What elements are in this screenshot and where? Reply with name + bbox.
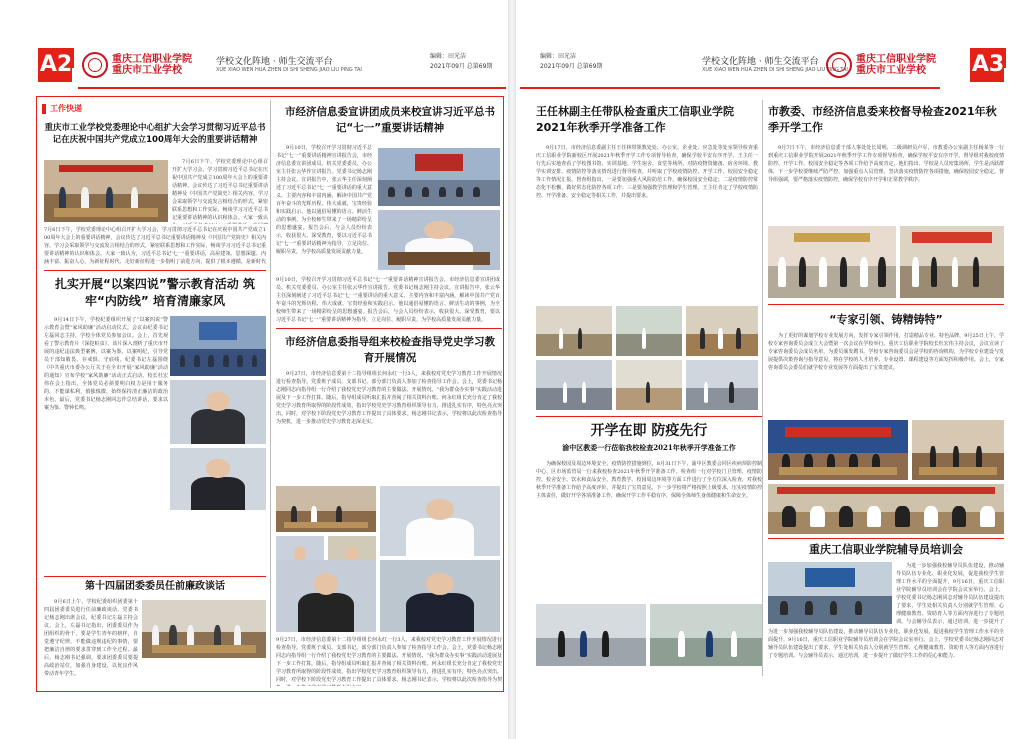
article-a5-body-cont: 9月27日，市经济信息委第十二指导组组长何永红一行3人，来我校对党史学习教育工作开展情况进行检查指导。党委班子成员、支部书记、部分部门负责人参加了检查指导工作会。会上，党委书记杨志刚同志向指导组一行介绍了我校党史学习教育的主要做法、开展情况、“我为群众办实事”实践活动进展及下一步工作打算。随后，指导组成员听取汇报并查阅了相关资料台账。何永红组长充分肯定了我校党史学习教育所取得的阶段性成效，指出学校党史学习教育组织领导有力，推进扎实有序，特色亮点突出。同时，对学校下阶段党史学习教育工作提出了具体要求。杨志刚书记表示，学校将以此次检查指导为契 [276,637,502,683]
photo-lecture-hall [378,148,500,206]
article-b3-title: “专家引领、铸精铸特” [829,313,943,326]
photo-campus-6 [686,360,758,410]
column-divider [762,100,763,430]
article-a1-body: 7月6日下午，学校党委理论中心组召开扩大学习会，学习贯彻习近平总书记在庆祝中国共产党成立100周年大会上的重要讲话精神。会议传达了习近平总书记重要讲话精神及《中国共产党简史》相关内容。学习会采取领学与交流发言相结合的形式，紧密联系思想和工作实际，畅谈学习习近平总书记重要讲话精神的认识和体会。大家一致认为，习近平总书记'七一'重要讲话，高屋建瓴、思想深邃、内涵丰富、振奋人心，为新征程时代、走好新征程进一步指明了前进方向，提供了根本遵循。是新时代 [44,227,266,265]
photo-league-talk [142,600,266,658]
photo-award-strip [768,484,1004,534]
photo-supervision-visit [900,226,1004,298]
page-header-right [516,40,1024,90]
article-a5-title: 市经济信息委指导组来校检查指导党史学习教育开展情况 [285,336,495,364]
article-a5-body: 9月27日，市经济信息委第十二指导组组长何永红一行3人，来我校对党史学习教育工作开展情况进行检查指导。党委班子成员、支部书记、部分部门负责人参加了检查指导工作会。会上，党委书记杨志刚同志向指导组一行介绍了我校党史学习教育的主要做法、开展情况、“我为群众办实事”实践活动进展及下一步工作打算。随后，指导组成员听取汇报并查阅了相关资料台账。何永红组长充分肯定了我校党史学习教育所取得的阶段性成效，指出学校党史学习教育组织领导有力，推进扎实有序，特色亮点突出。同时，对学校下阶段党史学习教育工作提出了具体要求。杨志刚书记表示，学校将以此次检查指导为契机，进一步推动党史学习教育走深走实。 [276,371,502,425]
photo-speaker-2 [170,448,266,510]
school-seal-icon [826,52,852,78]
article-b5-title: 重庆工信职业学院辅导员培训会 [809,543,963,556]
article-a5 [280,334,500,366]
article-b1 [536,104,758,136]
divider [536,416,762,417]
photo-lecturer [378,210,500,270]
photo-meeting-1 [44,160,168,222]
issue-meta: 编辑：田光洁 2021年09月 总第69期 [540,53,603,70]
article-a3-title: 第十四届团委委员任前廉政谈话 [85,581,225,592]
column-tag: 工作快递 [42,103,82,114]
article-a2 [44,276,266,310]
page-a3 [516,0,1024,739]
article-a4-title: 市经济信息委宣讲团成员来校宣讲习近平总书记“七一”重要讲话精神 [285,106,495,134]
photo-inspection-1 [276,486,376,532]
article-b4 [536,420,762,453]
photo-speaker-4 [380,560,500,632]
school-name-block: 重庆工信职业学院 重庆市工业学校 [112,54,192,76]
photo-campus-5 [616,360,682,410]
article-a4-body-cont: 9月10日，学校召开学习贯彻习近平总书记“七一”重要讲话精神宣讲报告会，市经济信息委宣讲团成员、机关党委委员、办公室主任张云华作宣讲报告。党委书记杨志刚主持会议。宣讲报告中，张云华主任深刻阐述了习近平总书记“七一”重要讲话的重大意义、主要内容和丰富内涵，解读中国共产党百年奋斗的光辉历程、伟大成就、宝贵经验和实践启示。他以通俗易懂的语言、鲜活生动的事例，为全校师生带来了一场精彩纷呈的思想盛宴。报告会后，与会人员纷纷表示，收获很大、深受教育，要以习近平总书记“七一”重要讲话精神为指导，立足岗位、履职尽责，为学校高质量发展贡献力量。 [276,277,500,323]
article-b5-body-side: 为进一步加强我校辅导员队伍建设，推动辅导员队伍专业化、职业化发展，促进我校学生管理工作水平的全面提升，9月16日，重庆工信职业学院辅导员培训会在学院会议室举行。会上，学校党委书记杨志刚同志对辅导员队伍建设提出了要求，学生处相关负责人分别就学生管理、心理健康教育、资助育人等方面内容进行了专题培训。与会辅导员表示，通过培训，进一步提升了 [896,563,1004,624]
section-title: 学校文化阵地 · 师生交流平台 XUE XIAO WEN HUA ZHEN DI SHI SHENG JIAO LIU PING TAI [702,57,848,73]
photo-warning-meeting [170,316,266,376]
school-logo [82,50,192,80]
school-seal-icon [82,52,108,78]
photo-campus-1 [536,306,612,356]
article-a1-body-top: 7月6日下午，学校党委理论中心组召开扩大学习会，学习贯彻习近平总书记在庆祝中国共产党成立100周年大会上的重要讲话精神。会议传达了习近平总书记重要讲话精神及《中国共产党简史》相关内容。学习会采取领学与交流发言相结合的形式，紧密联系思想和工作实际，畅谈学习习近平总书记重要讲话精神的认识和体会。大家一致认 [172,159,268,221]
article-b2-body: 9月7日下午，市经济信息委干部人事处处长周明、二级调研员卢军，市教委办公室副主任杨某等一行到重庆工信职业学院开展2021年秋季开学工作专项督导检查，确保学校平安有序开学。督导组对我校疫情防控、开学工作、校园安全稳定等各项工作给予高度肯定，他们指出，学校是人员密集场所，学生是活跃群体，下一步学校要继续严防严控，加强重点人员管理，坚决落实疫情防控各项措施，确保校园安全稳定。督导组强调，要严格落实疫情防控，确保学校有序开学和正常教学秩序。 [768,145,1004,183]
article-a2-body: 9月14日下午，学校纪委组织开展了“以案四说”警示教育会暨“家风助廉”活动启动仪式。会议由纪委书记左磊同志主持，学校全体党员参加会议。会上，首先观看了警示教育片《深挖蛀虫》，该片深入剖析了重庆市开展的违纪违法典型案例，以案为鉴、以案明纪，引导党员干部知敬畏、存戒惧、守底线。纪委书记左磊围绕《中共重庆市委办公厅关于在全市开展“家风助廉”活动的通知》宣布学校“家风助廉”活动正式启动。校长杜宏伟在会上指出，全体党员必须要明白权力是用于服务的，不能谋私利，慎独慎微，始终保持清正廉洁的政治本色。最后，党委书记杨志刚同志作总结讲话，要求以案为鉴、警钟长鸣。 [44,317,168,411]
article-a3 [44,580,266,594]
divider [44,270,266,271]
page-number-badge: A3 [970,48,1006,82]
photo-inspector [380,486,500,556]
photo-counselor-training [768,562,892,624]
article-a4 [280,104,500,136]
article-b5 [768,542,1004,558]
article-b4-title: 开学在即 防疫先行 [590,423,708,439]
article-b1-body: 9月17日，市经济信息委副主任王任林带领教处处、办公室、企业处、应急处等处室领导检查重庆工信职业学院新校区开展2021年秋季开学工作专项督导检查，确保学校平安有序开学。王主任一行先后实地查看了学校图书馆、实训基地、学生宿舍、食堂等场所，对防疫物资储备、宿舍环境、教学实训安排、疫情防控等落实情况进行督导检查，并听取了学校疫情防控、开学工作、校园安全稳定等工作情况汇报。督查组指出，一是要加强重大风险防范工作，确保校园安全稳定；二是疫情防控常态化不松懈，做好常态化防控各项工作；三是要加强教学管理和学生管理。王主任肯定了学校疫情防控、开学准备、安全稳定等相关工作，并提出要求。 [536,145,758,199]
photo-speaker-3 [276,560,376,632]
school-name-block: 重庆工信职业学院 重庆市工业学校 [856,54,936,76]
article-b4-subtitle: 渝中区教委一行莅临我校检查2021年秋季开学准备工作 [562,443,736,452]
article-a3-body: 9月6日上午，学校纪委组织团委第十四届团委委员进行任前廉政谈话，党委书记杨志刚出席会议，纪委书记左磊主持会议。会上，左磊书记指出，团委委员作为团组织的骨干，要是学生青年的榜样，自觉遵守纪律，不能做违规违纪的事情，要把廉洁自律的要求贯穿到工作全过程。最后，杨志刚书记强调，要求团委委员要提高政治站位，加强自身建设，以优良作风带动青年学生。 [44,599,138,677]
page-number-badge: A2 [38,48,74,82]
section-title: 学校文化阵地 · 师生交流平台 XUE XIAO WEN HUA ZHEN DI SHI SHENG JIAO LIU PING TAI [216,57,362,73]
divider [768,538,1004,539]
photo-speaker-1 [170,380,266,444]
divider [44,576,266,577]
column-divider [270,100,271,688]
article-b1-title: 王任林副主任带队检查重庆工信职业学院2021年秋季开学准备工作 [536,105,734,134]
issue-meta: 编辑：田光洁 2021年09月 总第69期 [430,53,493,70]
article-a1-title: 重庆市工业学校党委理论中心组扩大会学习贯彻习近平总书记在庆祝中国共产党成立100周年大会的重要讲话精神 [44,123,266,145]
article-a2-title: 扎实开展“以案四说”警示教育活动 筑牢“内防线” 培育清廉家风 [55,277,255,308]
divider [768,304,1004,305]
photo-campus-2 [616,306,682,356]
photo-campus-3 [686,306,758,356]
header-rule [520,87,940,89]
photo-epidemic-check-1 [536,604,646,666]
photo-epidemic-check-2 [650,604,762,666]
center-fold [508,0,516,739]
page-a2 [0,0,508,739]
article-b3-body: 为了更好的谋划学校专业发展方向，发挥专家引领作用，打造精品专业，特色品牌，9月25日上午，学校专家咨询委员会成立大会暨第一次会议在学校举行。重庆工信职业学院校长杜宏伟主持会议，会议宣读了专家咨询委员会成员名单，为委员颁发聘书。学校专家咨询委员会是学校的咨询机构，为学校专业建设与发展提供决策咨询与指导意见，将在学校的人才培养、专业设置、课程建设等方面发挥积极作用。会上，专家咨询委员会委员们就学校专业发展等方面提出了宝贵建议。 [768,333,1004,371]
school-logo [826,50,936,80]
photo-expert-committee [768,420,908,480]
article-a1 [44,122,266,146]
page-header-left [0,40,508,90]
tag-marker [42,104,46,114]
photo-campus-4 [536,360,612,410]
article-a4-body: 9月10日，学校召开学习贯彻习近平总书记“七一”重要讲话精神宣讲报告会，市经济信息委宣讲团成员、机关党委委员、办公室主任张云华作宣讲报告。党委书记杨志刚主持会议。宣讲报告中，张云华主任深刻阐述了习近平总书记“七一”重要讲话的重大意义、主要内容和丰富内涵，解读中国共产党百年奋斗的光辉历程、伟大成就、宝贵经验和实践启示。他以通俗易懂的语言、鲜活生动的事例，为全校师生带来了一场精彩纷呈的思想盛宴。报告会后，与会人员纷纷表示，收获很大、深受教育，要以习近平总书记“七一”重要讲话精神为指导，立足岗位、履职尽责，为学校高质量发展贡献力量。 [276,145,372,255]
article-b2 [768,104,1004,136]
article-b4-body: 为确保校园及周边环境安全，疫情防控措施到位，8月31日下午，渝中区教委会同区疾病预防控制中心、区市场监管局一行来我校检查2021年秋季开学准备工作。检查组一行对学校门卫管理、疫情防控、校舍安全、饮水和食品安全、教育教学、校园周边环境等方面工作进行了全方位深入检查，对我校秋季开学准备工作给予高度评价，并提出了宝贵意见。下一步学校将严格按照上级要求，压实疫情防控主体责任，做好开学各项准备工作，确保开学工作平稳有序，保障全体师生身体健康和生命安全。 [536,461,762,499]
photo-supervision-group [768,226,896,298]
column-divider [762,416,763,676]
photo-expert-meeting [912,420,1004,480]
header-rule [78,87,506,89]
article-b5-body: 为进一步加强我校辅导员队伍建设，推动辅导员队伍专业化、职业化发展，促进我校学生管理工作水平的全面提升，9月16日，重庆工信职业学院辅导员培训会在学院会议室举行。会上，学校党委书记杨志刚同志对辅导员队伍建设提出了要求，学生处相关负责人分别就学生管理、心理健康教育、资助育人等方面内容进行了专题培训。与会辅导员表示，通过培训，进一步提升了做好学生工作的信心和能力。 [768,629,1004,659]
article-b3 [768,312,1004,328]
article-b2-title: 市教委、市经济信息委来校督导检查2021年秋季开学工作 [768,105,997,134]
divider [276,328,502,329]
